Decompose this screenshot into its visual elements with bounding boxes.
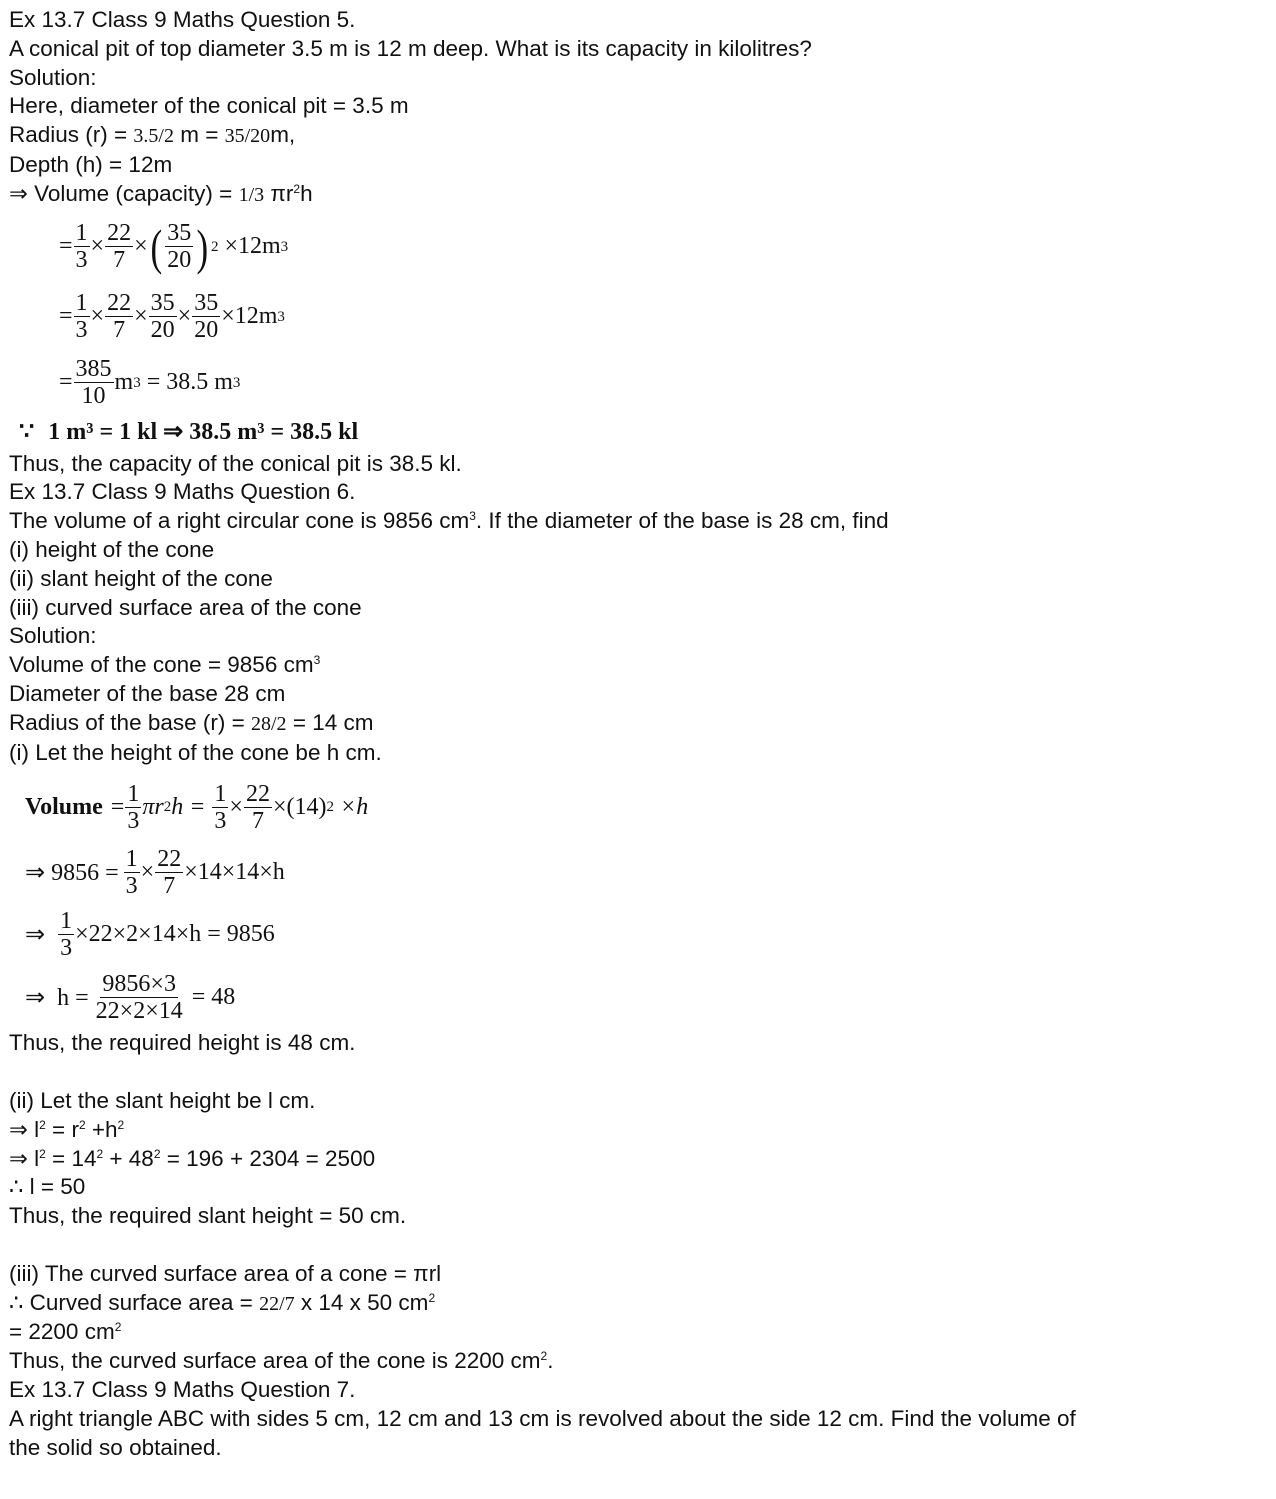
q5-diameter-line: Here, diameter of the conical pit = 3.5 m <box>9 93 409 119</box>
q6-part-iii: (iii) curved surface area of the cone <box>9 594 362 620</box>
q6-height-conclusion: Thus, the required height is 48 cm. <box>9 1030 356 1056</box>
q6-solution-label: Solution: <box>9 623 97 649</box>
q6-m4: ⇒ h = $\frac{9856\times 3}{22\times 2\times 14}$ = 48 <box>25 970 236 1024</box>
q5-eq3: = $\frac{385}{10}$ m 3 = 38.5 m 3 <box>59 356 241 410</box>
q5-eq2: = $\frac{1}{3}$ × $\frac{22}{7}$ × $\frac{35}{20}$ × $\frac{35}{20}$ ×12m 3 <box>59 290 285 344</box>
q5-eq1: = $\frac{1}{3}$ × $\frac{22}{7}$ × ( $\frac{35}{20}$ ) 2 ×12m 3 <box>59 218 289 275</box>
q6-m2: ⇒ 9856 = $\frac{1}{3}$ × $\frac{22}{7}$ ×14×14×h <box>25 845 285 899</box>
q5-math-block <box>59 212 1269 414</box>
q6-slant-conclusion: Thus, the required slant height = 50 cm. <box>9 1203 407 1229</box>
q6-csa-formula: (iii) The curved surface area of a cone = πrl <box>9 1260 442 1286</box>
q6-m3: ⇒ $\frac{1}{3}$ ×22×2×14×h = 9856 <box>25 907 275 961</box>
q6-slant-formula: ⇒ $l^2 = r^2 +h^2$ <box>9 1116 125 1142</box>
q7-heading: Ex 13.7 Class 9 Maths Question 7. <box>9 1376 356 1402</box>
document-page <box>9 6 1269 1462</box>
q6-volume-line: Volume of the cone = 9856 $cm^3$ <box>9 652 321 678</box>
q6-diameter-line: Diameter of the base 28 cm <box>9 680 286 706</box>
q6-height-intro: (i) Let the height of the cone be h cm. <box>9 739 382 765</box>
q6-part-i: (i) height of the cone <box>9 536 215 562</box>
q6-slant-result: ∴ l = 50 <box>9 1174 86 1200</box>
q5-volume-formula: ⇒ Volume (capacity) = 1/3 $\pi r^2h$ <box>9 180 313 206</box>
q6-csa-conclusion: Thus, the curved surface area of the cone is 2200 $cm^2$. <box>9 1348 554 1374</box>
q6-slant-intro: (ii) Let the slant height be l cm. <box>9 1087 316 1113</box>
q6-csa-calc: ∴ Curved surface area = 22/7 x 14 x 50 $cm^2$ <box>9 1289 436 1315</box>
q5-conclusion: Thus, the capacity of the conical pit is 38.5 kl. <box>9 450 462 476</box>
spacer <box>9 1058 1269 1087</box>
q5-solution-label: Solution: <box>9 64 97 90</box>
q5-depth-line: Depth (h) = 12m <box>9 151 173 177</box>
q6-m1: Volume = $\frac{1}{3}$ πr 2 h = $\frac{1}{3}$ × $\frac{22}{7}$ ×(14) 2 ×h <box>25 780 369 834</box>
spacer <box>9 1231 1269 1260</box>
q6-part-ii: (ii) slant height of the cone <box>9 565 273 591</box>
q7-question: A right triangle ABC with sides 5 cm, 12 cm and 13 cm is revolved about the side 12 cm. Find the volume of the solid so obtained. <box>9 1405 1076 1460</box>
q6-math-block <box>25 773 1269 1029</box>
q5-eq4: ∵ 1 m³ = 1 kl ⇒ 38.5 m³ = 38.5 kl <box>19 419 359 446</box>
q6-csa-result: = 2200 $cm^2$ <box>9 1319 122 1345</box>
q5-radius-line: Radius (r) = 3.5/2 m = 35/20m, <box>9 122 296 148</box>
q5-question: A conical pit of top diameter 3.5 m is 12 m deep. What is its capacity in kilolitres? <box>9 35 812 61</box>
q5-heading: Ex 13.7 Class 9 Maths Question 5. <box>9 7 356 32</box>
q6-heading: Ex 13.7 Class 9 Maths Question 6. <box>9 479 356 505</box>
q6-slant-calc: ⇒ $l^2 = 14^2 + 48^2 = 196 + 2304 = 2500$ <box>9 1145 376 1171</box>
q6-question: The volume of a right circular cone is 9856 $cm^3$. If the diameter of the base is 28 cm, find <box>9 508 889 534</box>
because-symbol: ∵ <box>19 419 35 446</box>
q6-radius-line: Radius of the base (r) = 28/2 = 14 cm <box>9 709 374 735</box>
